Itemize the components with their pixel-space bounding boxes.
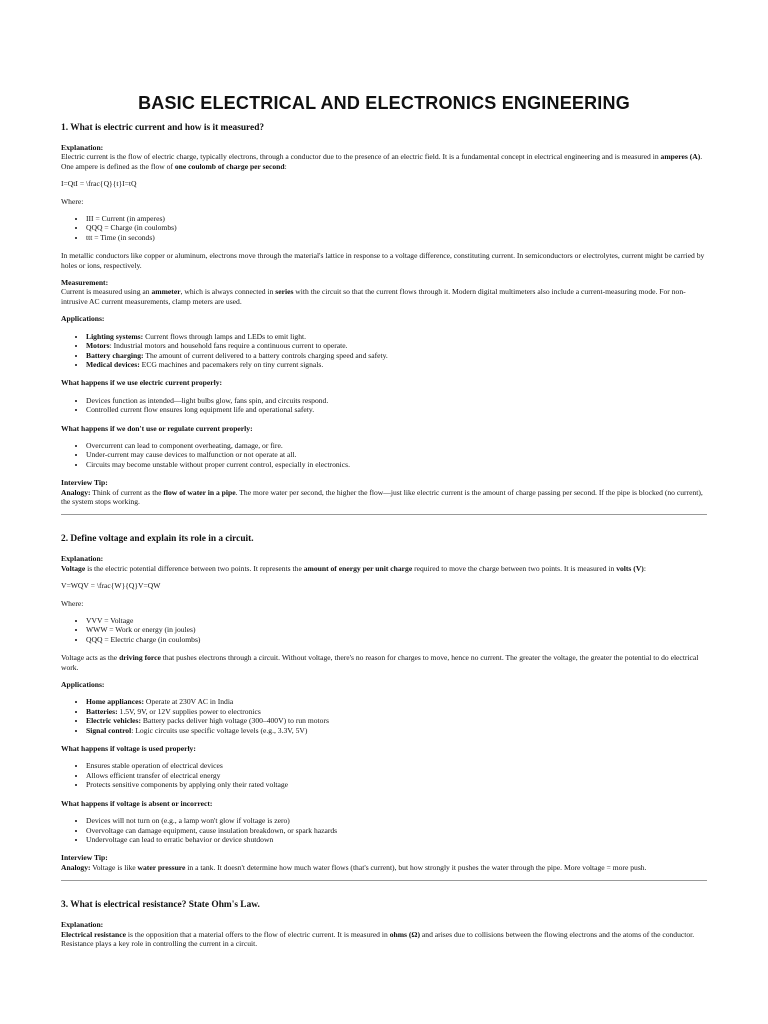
bold-text: Electrical resistance <box>61 929 127 939</box>
label: Explanation: <box>61 554 104 564</box>
bold-text: Signal control <box>86 725 132 735</box>
list-item: • WWW = Work or energy (in joules) <box>86 625 707 634</box>
section-heading: 2. Define voltage and explain its role in a circuit. <box>61 534 254 545</box>
text: ECG machines and pacemakers rely on tiny current signals. <box>139 359 324 369</box>
text: Battery packs deliver high voltage (300–400V) to run motors <box>141 716 329 726</box>
text: Operate at 230V AC in India <box>144 697 234 707</box>
bold-text: driving force <box>119 653 161 663</box>
section-resistance <box>61 899 707 948</box>
text: . The more water per second, the higher the flow—just like electric current is the amount of charge passing per second. If the pipe is blocked (no current), the system stops working. <box>61 487 703 506</box>
label: Interview Tip: <box>61 478 108 488</box>
bold-text: Lighting systems: <box>86 331 144 341</box>
text: Current is measured using an <box>61 287 152 297</box>
list-item: • III = Current (in amperes) <box>86 214 707 223</box>
bold-text: Batteries: <box>86 706 118 716</box>
improper-list <box>61 441 707 469</box>
bold-text: water pressure <box>137 862 186 872</box>
formula: I=QtI = \frac{Q}{t}I=tQ <box>61 179 137 189</box>
subheading: Applications: <box>61 680 105 690</box>
list-item <box>86 360 707 369</box>
list-item <box>86 351 707 360</box>
bold-text: Battery charging: <box>86 350 144 360</box>
list-item <box>86 341 707 350</box>
subheading: What happens if voltage is used properly: <box>61 744 196 754</box>
text: is the opposition that a material offers to the flow of electric current. It is measured in <box>126 929 390 939</box>
list-item: • Allows efficient transfer of electrical energy <box>86 771 707 780</box>
where-list <box>61 616 707 644</box>
list-item: • Controlled current flow ensures long equipment life and operational safety. <box>86 405 707 414</box>
bold-text: Voltage <box>61 563 86 573</box>
bold-text: Motors <box>86 341 110 351</box>
list-item <box>86 726 707 735</box>
label: Measurement: <box>61 278 109 288</box>
list-item: • QQQ = Charge (in coulombs) <box>86 223 707 232</box>
where-list <box>61 214 707 242</box>
formula: V=WQV = \frac{W}{Q}V=QW <box>61 581 161 591</box>
text: with the circuit so that the current flows through it. Modern digital multimeters also include a current-measuring mode. For non-intrusive AC current measurements, clamp meters are used. <box>61 287 686 306</box>
bold-text: flow of water in a pipe <box>163 487 236 497</box>
text: Current flows through lamps and LEDs to emit light. <box>143 331 306 341</box>
section-current <box>61 122 707 515</box>
interview-tip <box>61 853 707 872</box>
text: 1.5V, 9V, or 12V supplies power to electronics <box>117 706 261 716</box>
subheading: What happens if we use electric current properly: <box>61 378 223 388</box>
measurement <box>61 278 707 306</box>
list-item: • QQQ = Electric charge (in coulombs) <box>86 635 707 644</box>
paragraph <box>61 653 707 672</box>
list-item: • Protects sensitive components by applying only their rated voltage <box>86 780 707 789</box>
list-item <box>86 332 707 341</box>
list-item: • Under-current may cause devices to malfunction or not operate at all. <box>86 450 707 459</box>
interview-tip <box>61 478 707 506</box>
section-heading: 1. What is electric current and how is it measured? <box>61 123 265 133</box>
text: and arises due to collisions between the flowing electrons and the atoms of the conductor. Resistance plays a key role in controlling the current in a circuit. <box>61 929 695 948</box>
bold-text: volts (V) <box>616 563 644 573</box>
list-item: • Undervoltage can lead to erratic behavior or device shutdown <box>86 835 707 844</box>
list-item: • Circuits may become unstable without proper current control, especially in electronics. <box>86 460 707 469</box>
list-item: • Devices will not turn on (e.g., a lamp won't glow if voltage is zero) <box>86 816 707 825</box>
list-item <box>86 707 707 716</box>
label: Explanation: <box>61 920 104 930</box>
text: in a tank. It doesn't determine how much water flows (that's current), but how strongly it pushes the water through the pipe. More voltage = more push. <box>185 862 647 872</box>
subheading: What happens if voltage is absent or incorrect: <box>61 798 213 808</box>
text: : Industrial motors and household fans require a continuous current to operate. <box>109 341 348 351</box>
label: Interview Tip: <box>61 853 108 863</box>
text: Think of current as the <box>90 487 164 497</box>
bold-text: ammeter <box>151 287 181 297</box>
text: is the electric potential difference between two points. It represents the <box>85 563 304 573</box>
section-voltage <box>61 533 707 881</box>
improper-list <box>61 816 707 844</box>
text: Electric current is the flow of electric charge, typically electrons, through a conductor due to the presence of an electric field. It is a fundamental concept in electrical engineering and is measured in <box>61 152 661 162</box>
proper-list <box>61 396 707 415</box>
subheading: What happens if we don't use or regulate current properly: <box>61 423 253 433</box>
divider <box>61 880 707 881</box>
bold-text: series <box>275 287 294 297</box>
explanation <box>61 143 707 171</box>
explanation <box>61 920 707 948</box>
list-item: • Ensures stable operation of electrical devices <box>86 761 707 770</box>
bold-text: amount of energy per unit charge <box>303 563 413 573</box>
text: : Logic circuits use specific voltage levels (e.g., 3.3V, 5V) <box>131 725 308 735</box>
bold-text: one coulomb of charge per second <box>174 161 285 171</box>
bold-text: amperes (A) <box>660 152 701 162</box>
text: required to move the charge between two points. It is measured in <box>412 563 617 573</box>
text: Voltage is like <box>90 862 138 872</box>
document-body <box>61 122 707 956</box>
paragraph: In metallic conductors like copper or aluminum, electrons move through the material's lattice in response to a voltage difference, constituting current. In semiconductors or electrolytes, current might be carried by holes or ions, respectively. <box>61 251 705 270</box>
list-item <box>86 697 707 706</box>
where-label: Where: <box>61 196 84 206</box>
list-item: • ttt = Time (in seconds) <box>86 233 707 242</box>
text: : <box>643 563 646 573</box>
section-heading: 3. What is electrical resistance? State Ohm's Law. <box>61 900 260 911</box>
text: : <box>284 161 287 171</box>
subheading: Applications: <box>61 314 105 324</box>
bold-text: Medical devices: <box>86 359 140 369</box>
text: . One ampere is defined as the flow of <box>61 152 703 171</box>
applications-list <box>61 697 707 735</box>
text: that pushes electrons through a circuit. Without voltage, there's no reason for charges to move, hence no current. The greater the voltage, the greater the potential to do electrical work. <box>61 653 699 672</box>
bold-text: Home appliances: <box>86 697 145 707</box>
bold-text: ohms (Ω) <box>389 929 421 939</box>
bold-text: Analogy: <box>61 487 91 497</box>
list-item: • VVV = Voltage <box>86 616 707 625</box>
divider <box>61 514 707 515</box>
list-item: • Overcurrent can lead to component overheating, damage, or fire. <box>86 441 707 450</box>
text: , which is always connected in <box>180 287 276 297</box>
bold-text: Electric vehicles: <box>86 716 142 726</box>
bold-text: Analogy: <box>61 862 91 872</box>
page-title: BASIC ELECTRICAL AND ELECTRONICS ENGINEERING <box>138 93 630 113</box>
proper-list <box>61 761 707 789</box>
where-label: Where: <box>61 598 84 608</box>
label: Explanation: <box>61 143 104 152</box>
text: Voltage acts as the <box>61 653 120 663</box>
text: The amount of current delivered to a battery controls charging speed and safety. <box>143 350 388 360</box>
applications-list <box>61 332 707 370</box>
list-item: • Devices function as intended—light bulbs glow, fans spin, and circuits respond. <box>86 396 707 405</box>
explanation <box>61 554 707 573</box>
list-item: • Overvoltage can damage equipment, cause insulation breakdown, or spark hazards <box>86 826 707 835</box>
list-item <box>86 716 707 725</box>
